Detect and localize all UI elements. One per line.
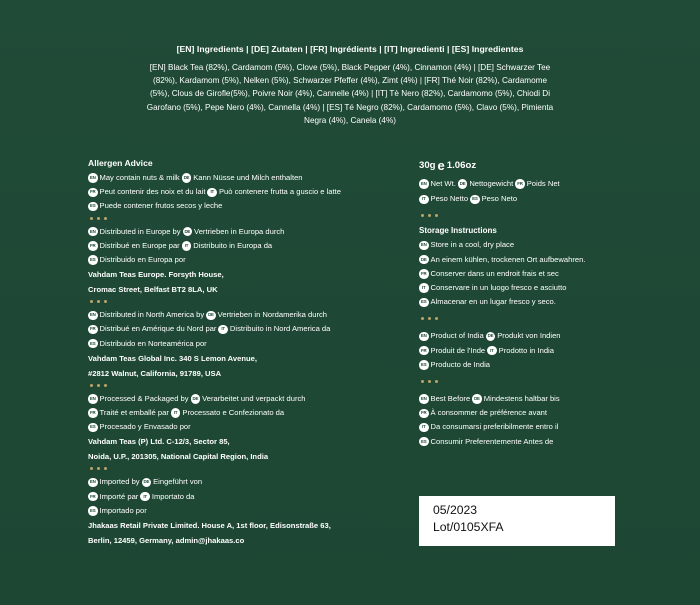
en-language-badge: EN bbox=[419, 179, 429, 189]
allergen-title: Allergen Advice bbox=[88, 158, 153, 168]
allergen-it: Può contenere frutta a guscio e latte bbox=[218, 187, 341, 197]
en-language-badge: EN bbox=[419, 394, 429, 404]
ingredients-line: [EN] Black Tea (82%), Cardamom (5%), Clove (5%), Black Pepper (4%), Cinnamon (4%) | [DE] Schwarzer Tee bbox=[149, 63, 551, 72]
origin-de: Produkt von Indien bbox=[497, 331, 561, 341]
en-language-badge: EN bbox=[419, 332, 429, 342]
es-language-badge: ES bbox=[88, 506, 98, 516]
na-row bbox=[88, 308, 388, 322]
divider-dots bbox=[421, 317, 619, 321]
right-column bbox=[419, 157, 619, 449]
na-de: Vertrieben in Nordamerika durch bbox=[217, 310, 327, 320]
fr-language-badge: FR bbox=[88, 408, 98, 418]
imported-row bbox=[88, 490, 388, 504]
best-before-de: Mindestens haltbar bis bbox=[483, 394, 560, 404]
divider-dots bbox=[421, 214, 619, 218]
ingredients-line: Negra (4%), Canela (4%) bbox=[304, 115, 396, 125]
origin-es: Producto de India bbox=[430, 359, 491, 369]
origin-row bbox=[419, 329, 619, 343]
de-language-badge: DE bbox=[206, 311, 216, 321]
allergen-en: May contain nuts & milk bbox=[99, 173, 180, 182]
weight-it: Peso Netto bbox=[430, 194, 469, 204]
best-before-row bbox=[419, 435, 619, 449]
origin-fr: Produit de l'Inde bbox=[430, 345, 486, 355]
weight-ounces: 1.06oz bbox=[446, 160, 477, 171]
en-language-badge: EN bbox=[419, 241, 429, 251]
it-language-badge: IT bbox=[419, 283, 429, 293]
imported-fr: Importé par bbox=[99, 491, 139, 501]
europe-de: Vertrieben in Europa durch bbox=[194, 226, 285, 236]
allergen-de: Kann Nüsse und Milch enthalten bbox=[193, 173, 303, 182]
best-before-row bbox=[419, 392, 619, 406]
storage-row bbox=[419, 267, 619, 281]
divider-dots bbox=[90, 467, 388, 471]
storage-row bbox=[419, 238, 619, 252]
storage-en: Store in a cool, dry place bbox=[430, 240, 515, 250]
origin-row bbox=[419, 358, 619, 372]
processed-de: Verarbeitet und verpackt durch bbox=[202, 393, 306, 403]
de-language-badge: DE bbox=[183, 227, 193, 237]
e-mark-icon: e bbox=[437, 157, 445, 173]
processed-it: Processato e Confezionato da bbox=[182, 408, 285, 418]
fr-language-badge: FR bbox=[88, 241, 98, 251]
ingredients-line: Garofano (5%), Pepe Nero (4%), Cannella (4%) | [ES] Té Negro (82%), Cardamomo (5%), Clavo (5%), Pimienta bbox=[146, 102, 554, 112]
es-language-badge: ES bbox=[419, 437, 429, 447]
na-es: Distribuido en Norteamérica por bbox=[99, 338, 207, 348]
na-address-line: Vahdam Teas Global Inc. 340 S Lemon Avenue, bbox=[88, 353, 257, 363]
it-language-badge: IT bbox=[140, 492, 150, 502]
best-before-it: Da consumarsi preferibilmente entro il bbox=[430, 422, 559, 432]
imported-row bbox=[88, 504, 388, 518]
en-language-badge: EN bbox=[88, 394, 98, 404]
europe-fr: Distribué en Europe par bbox=[99, 240, 180, 250]
fr-language-badge: FR bbox=[515, 179, 525, 189]
imported-address-line: Jhakaas Retail Private Limited. House A, 1st floor, Edisonstraße 63, bbox=[88, 521, 331, 531]
divider-dots bbox=[90, 384, 388, 388]
allergen-row bbox=[88, 171, 388, 185]
na-fr: Distribué en Amérique du Nord par bbox=[99, 324, 217, 334]
it-language-badge: IT bbox=[207, 188, 217, 198]
fr-language-badge: FR bbox=[419, 409, 429, 419]
de-language-badge: DE bbox=[486, 332, 496, 342]
ingredients-line: (5%), Clous de Girofle(5%), Poivre Noir (4%), Cannelle (4%) | [IT] Tè Nero (82%), Cardamomo (5%), Chiodi Di bbox=[149, 89, 551, 99]
imported-row bbox=[88, 475, 388, 489]
ingredients-heading: [EN] Ingredients | [DE] Zutaten | [FR] Ingrédients | [IT] Ingredienti | [ES] Ingredientes bbox=[176, 44, 524, 54]
weight-row bbox=[419, 177, 619, 191]
storage-row bbox=[419, 281, 619, 295]
allergen-row bbox=[88, 199, 388, 213]
na-it: Distribuito in Nord America da bbox=[229, 324, 331, 334]
fr-language-badge: FR bbox=[88, 188, 98, 198]
imported-it: Importato da bbox=[151, 491, 195, 501]
es-language-badge: ES bbox=[419, 360, 429, 370]
fr-language-badge: FR bbox=[88, 325, 98, 335]
best-before-fr: À consommer de préférence avant bbox=[430, 408, 547, 418]
storage-title: Storage Instructions bbox=[419, 226, 497, 236]
de-language-badge: DE bbox=[191, 394, 201, 404]
de-language-badge: DE bbox=[472, 394, 482, 404]
left-column bbox=[88, 158, 388, 548]
en-language-badge: EN bbox=[88, 173, 98, 183]
it-language-badge: IT bbox=[419, 195, 429, 205]
de-language-badge: DE bbox=[142, 478, 152, 488]
it-language-badge: IT bbox=[419, 423, 429, 433]
na-address-line: #2812 Walnut, California, 91789, USA bbox=[88, 368, 222, 378]
lot-number: Lot/0105XFA bbox=[433, 520, 504, 534]
it-language-badge: IT bbox=[182, 241, 192, 251]
en-language-badge: EN bbox=[88, 227, 98, 237]
it-language-badge: IT bbox=[171, 408, 181, 418]
en-language-badge: EN bbox=[88, 478, 98, 488]
europe-row bbox=[88, 253, 388, 267]
weight-es: Peso Neto bbox=[481, 194, 518, 204]
best-before-es: Consumir Preferentemente Antes de bbox=[430, 436, 554, 446]
imported-de: Eingeführt von bbox=[153, 477, 203, 487]
europe-it: Distribuito in Europa da bbox=[193, 240, 273, 250]
na-en: Distributed in North America by bbox=[99, 310, 205, 320]
imported-en: Imported by bbox=[99, 477, 140, 487]
es-language-badge: ES bbox=[88, 423, 98, 433]
na-row bbox=[88, 337, 388, 351]
storage-row bbox=[419, 295, 619, 309]
net-weight bbox=[419, 157, 619, 173]
imported-address-line: Berlin, 12459, Germany, admin@jhakaas.co bbox=[88, 536, 245, 546]
storage-row bbox=[419, 253, 619, 267]
es-language-badge: ES bbox=[88, 339, 98, 349]
es-language-badge: ES bbox=[88, 255, 98, 265]
best-before-date: 05/2023 bbox=[433, 503, 478, 517]
de-language-badge: DE bbox=[182, 173, 192, 183]
origin-en: Product of India bbox=[430, 331, 484, 341]
best-before-en: Best Before bbox=[430, 394, 471, 404]
europe-row bbox=[88, 225, 388, 239]
origin-it: Prodotto in India bbox=[498, 345, 554, 355]
processed-address-line: Vahdam Teas (P) Ltd. C-12/3, Sector 85, bbox=[88, 437, 230, 447]
best-before-row bbox=[419, 406, 619, 420]
en-language-badge: EN bbox=[88, 311, 98, 321]
allergen-row bbox=[88, 185, 388, 199]
weight-fr: Poids Net bbox=[526, 179, 560, 188]
de-language-badge: DE bbox=[458, 179, 468, 189]
processed-row bbox=[88, 392, 388, 406]
es-language-badge: ES bbox=[88, 202, 98, 212]
processed-fr: Traité et emballé par bbox=[99, 408, 169, 418]
processed-address-line: Noida, U.P., 201305, National Capital Region, India bbox=[88, 452, 269, 462]
processed-row bbox=[88, 420, 388, 434]
fr-language-badge: FR bbox=[419, 269, 429, 279]
best-before-row bbox=[419, 420, 619, 434]
na-row bbox=[88, 322, 388, 336]
processed-row bbox=[88, 406, 388, 420]
es-language-badge: ES bbox=[470, 195, 480, 205]
weight-grams: 30g bbox=[419, 160, 436, 171]
origin-row bbox=[419, 344, 619, 358]
ingredients-block bbox=[140, 44, 560, 127]
allergen-es: Puede contener frutos secos y leche bbox=[99, 201, 223, 211]
fr-language-badge: FR bbox=[88, 492, 98, 502]
it-language-badge: IT bbox=[487, 346, 497, 356]
europe-address-line: Vahdam Teas Europe. Forsyth House, bbox=[88, 270, 224, 280]
europe-es: Distribuido en Europa por bbox=[99, 255, 186, 265]
storage-de: An einem kühlen, trockenen Ort aufbewahren. bbox=[430, 254, 586, 264]
fr-language-badge: FR bbox=[419, 346, 429, 356]
divider-dots bbox=[421, 380, 619, 384]
allergen-fr: Peut contenir des noix et du lait bbox=[99, 187, 206, 197]
processed-es: Procesado y Envasado por bbox=[99, 422, 191, 432]
weight-row bbox=[419, 192, 619, 206]
ingredients-line: (82%), Kardamom (5%), Nelken (5%), Schwarzer Pfeffer (4%), Zimt (4%) | [FR] Thé Noir (82%), Cardamome bbox=[152, 76, 548, 86]
divider-dots bbox=[90, 300, 388, 304]
ingredients-text bbox=[140, 61, 560, 127]
imported-es: Importado por bbox=[99, 505, 147, 515]
weight-de: Nettogewicht bbox=[469, 179, 514, 188]
weight-en: Net Wt. bbox=[430, 179, 456, 188]
storage-it: Conservare in un luogo fresco e asciutto bbox=[430, 283, 567, 293]
europe-row bbox=[88, 239, 388, 253]
europe-en: Distributed in Europe by bbox=[99, 226, 181, 236]
storage-fr: Conserver dans un endroit frais et sec bbox=[430, 268, 559, 278]
it-language-badge: IT bbox=[218, 325, 228, 335]
processed-en: Processed & Packaged by bbox=[99, 393, 189, 403]
divider-dots bbox=[90, 217, 388, 221]
lot-print-box bbox=[419, 496, 615, 546]
storage-es: Almacenar en un lugar fresco y seco. bbox=[430, 297, 556, 307]
es-language-badge: ES bbox=[419, 298, 429, 308]
de-language-badge: DE bbox=[419, 255, 429, 265]
europe-address-line: Cromac Street, Belfast BT2 8LA, UK bbox=[88, 285, 218, 295]
